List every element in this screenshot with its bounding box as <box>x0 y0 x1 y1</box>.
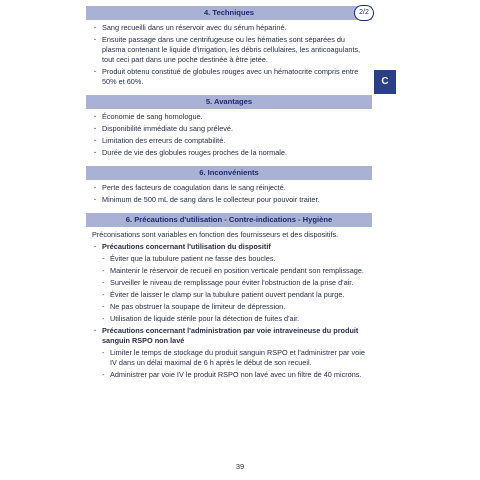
list-item: · Disponibilité immédiate du sang prélevé. <box>92 124 366 134</box>
list-item: · Limitation des erreurs de comptabilité. <box>92 136 366 146</box>
subsection-title: · Précautions concernant l'administration par voie intraveineuse du produit sanguin RSPO non lavé <box>92 326 366 346</box>
section-techniques <box>86 20 372 93</box>
page-badge: 2/2 <box>354 5 374 21</box>
list-item: - Éviter de laisser le clamp sur la tubulure patient ouvert pendant la purge. <box>92 290 366 300</box>
section-header-avantages <box>86 95 372 109</box>
section-header-precautions <box>86 213 372 227</box>
intro-text: Préconisations sont variables en fonction des fournisseurs et des dispositifs. <box>92 230 339 239</box>
list-item: · Sang recueilli dans un réservoir avec du sérum hépariné. <box>92 23 366 33</box>
list-item: - Limiter le temps de stockage du produit sanguin RSPO et l'administrer par voie IV dans un délai maximal de 6 h après le début de son recueil. <box>92 348 366 368</box>
list-item: · Ensuite passage dans une centrifugeuse ou les hématies sont séparées du plasma contenant le liquide d'irrigation, les débris cellulaires, les anticoagulants, tout ceci part dans une poche destinée à être jetée. <box>92 35 366 65</box>
list-item: · Produit obtenu constitué de globules rouges avec un hématocrite compris entre 50% et 60%. <box>92 67 366 87</box>
list-item: - Utilisation de liquide stérile pour la détection de fuites d'air. <box>92 314 366 324</box>
list-item: - Administrer par voie IV le produit RSPO non lavé avec un filtre de 40 microns. <box>92 370 366 380</box>
list-item: · Perte des facteurs de coagulation dans le sang réinjecté. <box>92 183 366 193</box>
list-item: · Économie de sang homologue. <box>92 112 366 122</box>
section-header-inconvenients <box>86 166 372 180</box>
section-precautions <box>86 227 372 386</box>
list-item: - Maintenir le réservoir de recueil en position verticale pendant son remplissage. <box>92 266 366 276</box>
page-number: 39 <box>235 462 245 471</box>
section-title-techniques: 4. Techniques <box>203 8 255 17</box>
section-header-techniques <box>86 6 372 20</box>
section-title-precautions: 6. Précautions d'utilisation - Contre-indications - Hygiène <box>125 215 333 224</box>
list-item: - Surveiller le niveau de remplissage pour éviter l'obstruction de la prise d'air. <box>92 278 366 288</box>
section-inconvenients <box>86 180 372 211</box>
section-title-inconvenients: 6. Inconvénients <box>199 168 259 177</box>
list-item: - Ne pas obstruer la soupape de limiteur de dépression. <box>92 302 366 312</box>
subsection-title: · Précautions concernant l'utilisation du dispositif <box>92 242 366 252</box>
chapter-tab: C <box>374 70 396 94</box>
list-item: · Durée de vie des globules rouges proches de la normale. <box>92 148 366 158</box>
content-frame <box>86 6 372 462</box>
section-title-avantages: 5. Avantages <box>205 97 253 106</box>
list-item: - Éviter que la tubulure patient ne fasse des boucles. <box>92 254 366 264</box>
section-avantages <box>86 109 372 164</box>
list-item: · Minimum de 500 mL de sang dans le collecteur pour pouvoir traiter. <box>92 195 366 205</box>
